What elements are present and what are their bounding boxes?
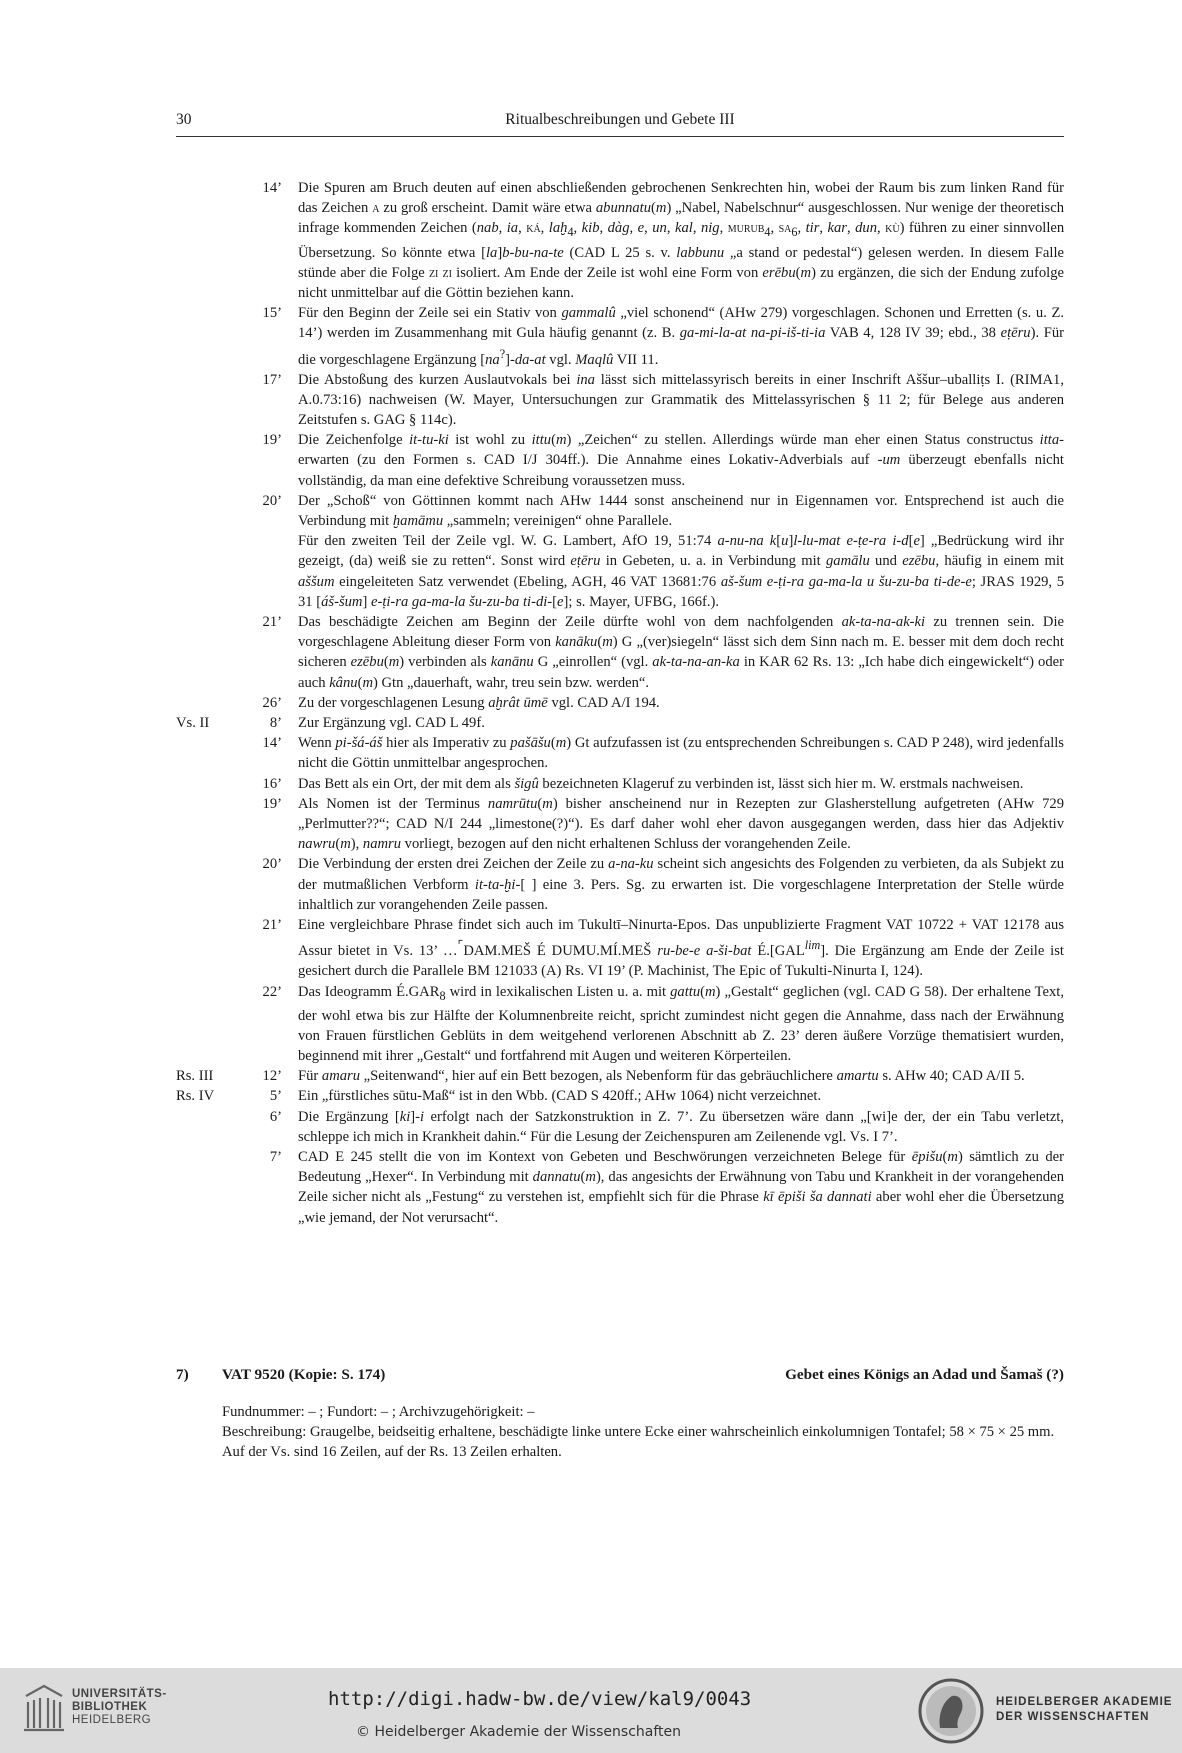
entry-heading <box>176 1366 1064 1388</box>
running-title: Ritualbeschreibungen und Gebete III <box>505 111 735 128</box>
note-section: Rs. IV <box>176 1088 215 1105</box>
note-text: Eine vergleichbare Phrase findet sich auch im Tukultī–Ninurta-Epos. Das unpublizierte Fragment VAT 10722 + VAT 12178 aus Assur bietet in Vs. 13’ …⌜DAM.MEŠ É DUMU.MÍ.MEŠ ru-be-e a-ši-bat $É.[GAL^{lim}]$. Die Ergänzung am Ende der Zeile ist gesichert durch die Parallele BM 121033 (A) Rs. VI 19’ (P. Machinist, The Epic of Tukulti-Ninurta I, 124). <box>298 917 1064 980</box>
note-line-number: 19’ <box>262 432 282 449</box>
note-text: Als Nomen ist der Terminus namrūtu(m) bisher anscheinend nur in Rezepten zur Glasherstellung aufgetreten (AHw 729 „Perlmutter??“; CAD N/I 244 „limestone(?)“). Es darf daher wohl eher davon ausgegangen werden, dass hier das Adjektiv nawru(m), namru vorliegt, bezogen auf den nicht erhaltenen Schluss der vorangehenden Zeile. <box>298 795 1064 853</box>
permalink-url[interactable]: http://digi.hadw-bw.de/view/kal9/0043 <box>328 1688 752 1710</box>
note-text: Das Ideogramm $É.GAR_8$ wird in lexikalischen Listen u. a. mit gattu(m) „Gestalt“ geglichen (vgl. CAD G 58). Der erhaltene Text, der wohl etwa bis zur Hälfte der Kolumnenbreite reicht, spricht zumindest nicht gegen die Annahme, dass nach der Erwähnung von Frauen fürstlichen Geblüts in dem weitgehend verlorenen Abschnitt ab Z. 23’ deren äußere Vorzüge thematisiert wurden, beginnend mit ihrer „Gestalt“ und fortfahrend mit Augen und weiteren Körperteilen. <box>298 983 1065 1065</box>
note-text: Die Zeichenfolge it-tu-ki ist wohl zu ittu(m) „Zeichen“ zu stellen. Allerdings würde man eher einen Status constructus itta- erwarten (zu den Formen s. CAD I/J 304ff.). Die Annahme eines Lokativ-Adverbials auf -um überzeugt ebenfalls nicht vollständig, da man eine defektive Schreibung voraussetzen muss. <box>298 432 1064 489</box>
note-line-number: 20’ <box>262 492 282 509</box>
note-line-number: 26’ <box>262 694 282 711</box>
commentary-note <box>176 1086 1064 1106</box>
note-text: Das beschädigte Zeichen am Beginn der Zeile dürfte wohl von dem nachfolgenden ak-ta-na-ak-ki zu trennen sein. Die vorgeschlagene Ableitung dieser Form von kanāku(m) G „(ver)siegeln“ lässt sich dem Sinn nach m. E. besser mit dem doch recht sicheren ezēbu(m) verbinden als kanānu G „einrollen“ (vgl. ak-ta-na-an-ka in KAR 62 Rs. 13: „Ich habe dich eingewickelt“) oder auch kânu(m) Gtn „dauerhaft, wahr, treu sein bzw. werden“. <box>298 614 1064 691</box>
copyright-notice: © Heidelberger Akademie der Wissenschaften <box>356 1724 682 1740</box>
entry-prayer-title: Gebet eines Königs an Adad und Šamaš (?) <box>785 1366 1064 1383</box>
note-line-number: 19’ <box>262 795 282 812</box>
commentary-note <box>176 794 1064 855</box>
note-line-number: 5’ <box>269 1088 282 1105</box>
academy-seal-icon <box>918 1676 984 1746</box>
note-section: Rs. III <box>176 1068 214 1085</box>
academy-name: HEIDELBERGER AKADEMIE DER WISSENSCHAFTEN <box>996 1696 1173 1723</box>
commentary-note <box>176 854 1064 915</box>
university-library-name: UNIVERSITÄTS- BIBLIOTHEK HEIDELBERG <box>72 1688 167 1726</box>
commentary-note <box>176 1147 1064 1228</box>
commentary-note <box>176 1066 1064 1086</box>
note-text: Wenn pi-šá-áš hier als Imperativ zu pašāšu(m) Gt aufzufassen ist (zu entsprechenden Schreibungen s. CAD P 248), wird jedenfalls nicht die Göttin unmittelbar angesprochen. <box>298 735 1064 772</box>
footer-bar <box>0 1668 1182 1753</box>
note-text: Das Bett als ein Ort, der mit dem als šigû bezeichneten Klageruf zu verbinden ist, lässt sich hier m. W. erstmals nachweisen. <box>298 775 1024 792</box>
note-text: Zu der vorgeschlagenen Lesung aḫrât ūmē vgl. CAD A/I 194. <box>298 694 660 711</box>
note-text: Für den Beginn der Zeile sei ein Stativ von gammalû „viel schonend“ (AHw 279) vorgeschlagen. Schonen und Erretten (s. u. Z. 14’) werden im Zusammenhang mit Gula häufig genannt (z. B. ga-mi-la-at na-pi-iš-ti-ia VAB 4, 128 IV 39; ebd., 38 eṭēru). Für die vorgeschlagene Ergänzung [na?]-da-at vgl. Maqlû VII 11. <box>298 305 1065 368</box>
tablet-description: Beschreibung: Graugelbe, beidseitig erhaltene, beschädigte linke untere Ecke einer wahrscheinlich einkolumnigen Tontafel; 58 × 75 × 25 mm. Auf der Vs. sind 16 Zeilen, auf der Rs. 13 Zeilen erhalten. <box>222 1424 1055 1461</box>
commentary-note <box>176 370 1064 431</box>
commentary-note <box>176 693 1064 713</box>
note-text: Zur Ergänzung vgl. CAD L 49f. <box>298 715 485 732</box>
note-line-number: 17’ <box>262 371 282 388</box>
commentary-note <box>176 713 1064 733</box>
entry-title: VAT 9520 (Kopie: S. 174) <box>222 1366 386 1383</box>
note-text-continued: Für den zweiten Teil der Zeile vgl. W. G. Lambert, AfO 19, 51:74 a-nu-na k[u]l-lu-mat e-ṭe-ra i-d[e] „Bedrückung wird ihr gezeigt, (da) weiß sie zu retten“. Sonst wird eṭēru in Gebeten, u. a. in Verbindung mit gamālu und ezēbu, häufig in einem mit aššum eingeleiteten Satz verwendet (Ebeling, AGH, 46 VAT 13681:76 aš-šum e-ṭi-ra ga-ma-la u šu-zu-ba ti-de-e; JRAS 1929, 5 31 [áš-šum] e-ṭi-ra ga-ma-la šu-zu-ba ti-di-[e]; s. Mayer, UFBG, 166f.). <box>298 533 1065 610</box>
commentary-note <box>176 178 1064 303</box>
note-line-number: 12’ <box>262 1068 282 1085</box>
entry-number: 7) <box>176 1366 189 1383</box>
commentary-note <box>176 612 1064 693</box>
commentary-note <box>176 491 1064 612</box>
university-library-logo-icon <box>22 1682 66 1734</box>
note-section: Vs. II <box>176 715 210 732</box>
note-line-number: 14’ <box>262 735 282 752</box>
note-line-number: 21’ <box>262 917 282 934</box>
note-line-number: 15’ <box>262 305 282 322</box>
note-text: Ein „fürstliches sūtu-Maß“ ist in den Wbb. (CAD S 420ff.; AHw 1064) nicht verzeichnet. <box>298 1088 822 1105</box>
commentary-note <box>176 733 1064 773</box>
note-line-number: 8’ <box>269 715 282 732</box>
note-line-number: 21’ <box>262 614 282 631</box>
header-rule <box>176 136 1064 137</box>
commentary-note <box>176 303 1064 369</box>
entry-metadata <box>222 1402 1064 1463</box>
note-line-number: 6’ <box>269 1108 282 1125</box>
note-text: CAD E 245 stellt die von im Kontext von Gebeten und Beschwörungen verzeichneten Belege für ēpišu(m) sämtlich zu der Bedeutung „Hexer“. In Verbindung mit dannatu(m), das angesichts der Erwähnung von Tabu und Krankheit in der vorangehenden Zeile sicher nicht als „Festung“ zu verstehen ist, empfiehlt sich für die Phrase kī ēpiši ša dannati aber wohl eher die Übersetzung „wie jemand, der Not verursacht“. <box>298 1149 1064 1226</box>
page-number: 30 <box>176 111 192 128</box>
commentary-notes <box>176 178 1064 1228</box>
note-text: Die Ergänzung [ki]-i erfolgt nach der Satzkonstruktion in Z. 7’. Zu übersetzen wäre dann „[wi]e der, der ein Tabu verletzt, schleppe ich mich in Krankheit dahin.“ Für die Lesung der Zeichenspuren am Zeilenende vgl. Vs. I 7’. <box>298 1108 1064 1145</box>
note-text: Die Abstoßung des kurzen Auslautvokals bei ina lässt sich mittelassyrisch bereits in einer Inschrift Aššur–uballiṭs I. (RIMA1, A.0.73:16) nachweisen (W. Mayer, Untersuchungen zur Grammatik des Mittelassyrischen § 11 2; für Belege aus anderen Zeitstufen s. GAG § 114c). <box>298 371 1064 428</box>
commentary-note <box>176 915 1064 981</box>
find-info: Fundnummer: – ; Fundort: – ; Archivzugehörigkeit: – <box>222 1404 535 1420</box>
commentary-note <box>176 430 1064 491</box>
note-text: Die Spuren am Bruch deuten auf einen abschließenden gebrochenen Senkrechten hin, wobei der Raum bis zum linken Rand für das Zeichen a zu groß erscheint. Damit wäre etwa abunnatu(m) „Nabel, Nabelschnur“ ausgeschlossen. Nur wenige der theoretisch infrage kommenden Zeichen (nab, ia, ká, laḫ$_4$, kib, dàg, e, un, kal, nig, murub$_4$, $sa_6$, tir, kar, dun, kù) führen zu einer sinnvollen Übersetzung. So könnte etwa [la]b-bu-na-te (CAD L 25 s. v. labbunu „a stand or pedestal“) gelesen werden. In diesem Falle stünde aber die Folge zi zi isoliert. Am Ende der Zeile ist wohl eine Form von erēbu(m) zu ergänzen, die sich der Endung zufolge nicht unmittelbar auf die Göttin beziehen kann. <box>298 180 1065 301</box>
note-text: Für amaru „Seitenwand“, hier auf ein Bett bezogen, als Nebenform für das gebräuchlichere amartu s. AHw 40; CAD A/II 5. <box>298 1068 1025 1085</box>
commentary-note <box>176 982 1064 1067</box>
running-head <box>176 111 1064 135</box>
note-text: Die Verbindung der ersten drei Zeichen der Zeile zu a-na-ku scheint sich angesichts des Folgenden zu verbieten, da als Subjekt zu der mutmaßlichen Verbform it-ta-ḫi-[ ] eine 3. Pers. Sg. zu erwarten ist. Die vorgeschlagene Interpretation der Stelle würde inhaltlich zur vorangehenden Zeile passen. <box>298 856 1064 913</box>
commentary-note <box>176 774 1064 794</box>
note-text: Der „Schoß“ von Göttinnen kommt nach AHw 1444 sonst anscheinend nur in Eigennamen vor. Entsprechend ist auch die Verbindung mit ḫamāmu „sammeln; vereinigen“ ohne Parallele. <box>298 492 1064 530</box>
note-line-number: 14’ <box>262 180 282 196</box>
note-line-number: 22’ <box>262 983 282 1000</box>
note-line-number: 7’ <box>269 1149 282 1166</box>
note-line-number: 20’ <box>262 856 282 873</box>
commentary-note <box>176 1107 1064 1147</box>
note-line-number: 16’ <box>262 775 282 792</box>
